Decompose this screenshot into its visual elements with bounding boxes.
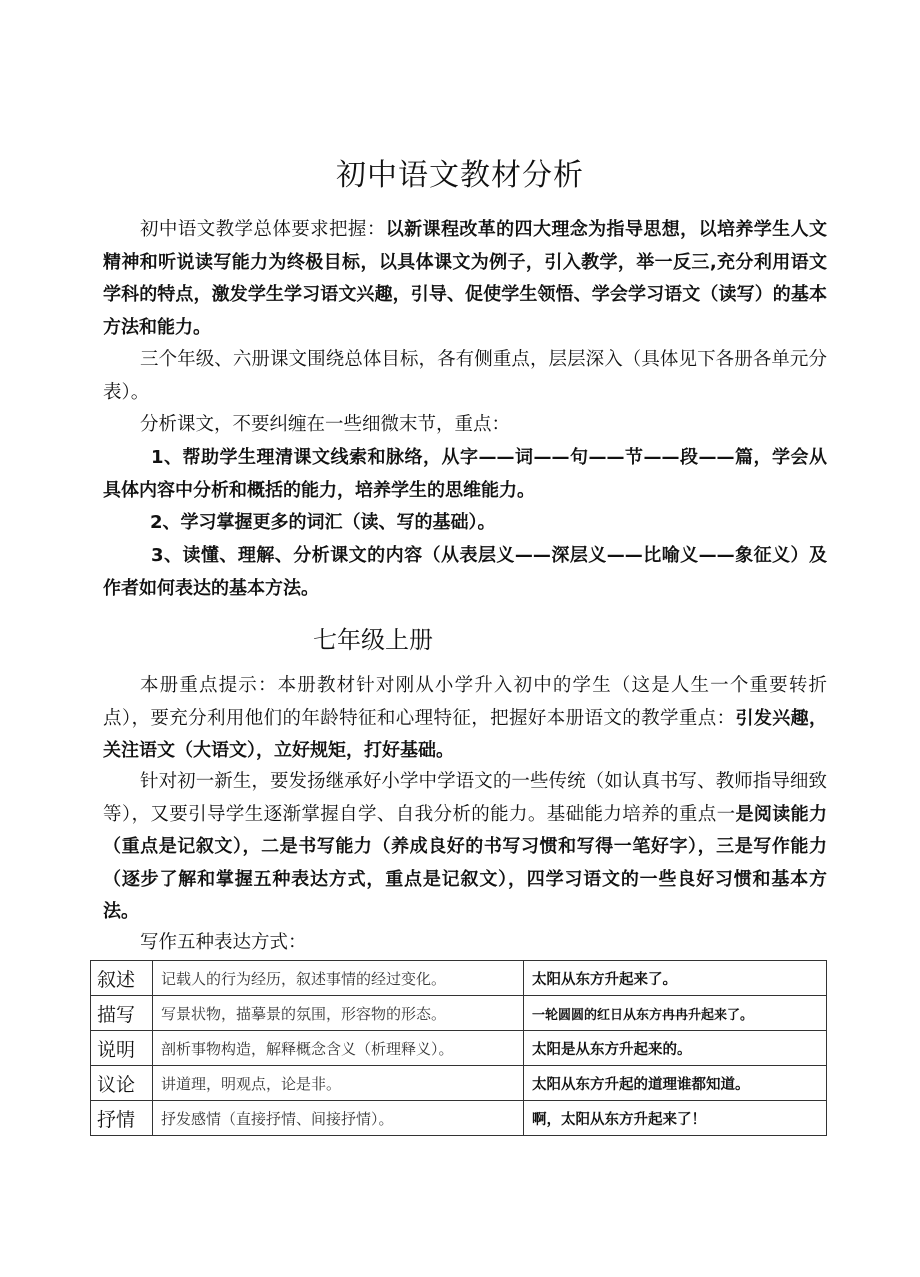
key-point-2: 2、学习掌握更多的词汇（读、写的基础）。 bbox=[150, 512, 496, 533]
section-p2-bold: 是阅读能力（重点是记叙文），二是书写能力（养成良好的书写习惯和写得一笔好字），三是写作能力（逐步了解和掌握五种表达方式，重点是记叙文），四学习语文的一些良好习惯和基本方法。 bbox=[103, 803, 827, 922]
section-paragraph-2 bbox=[103, 766, 827, 929]
example-cell: 啊，太阳从东方升起来了！ bbox=[524, 1101, 827, 1136]
intro-paragraph-2: 三个年级、六册课文围绕总体目标，各有侧重点，层层深入（具体见下各册各单元分表）。 bbox=[103, 349, 827, 403]
section-paragraph-3: 写作五种表达方式： bbox=[140, 932, 307, 953]
description-cell: 讲道理，明观点，论是非。 bbox=[153, 1066, 524, 1101]
intro-p1-bold: 以新课程改革的四大理念为指导思想，以培养学生人文精神和听说读写能力为终极目标，以具体课文为例子，引入教学，举一反三,充分利用语文学科的特点，激发学生学习语文兴趣，引导、促使学生领悟、学会学习语文（读写）的基本方法和能力。 bbox=[103, 219, 827, 338]
mode-cell: 说明 bbox=[91, 1031, 153, 1066]
example-cell: 太阳从东方升起的道理谁都知道。 bbox=[524, 1066, 827, 1101]
section-p1-bold: 引发兴趣，关注语文（大语文），立好规矩，打好基础。 bbox=[103, 707, 827, 761]
section-title: 七年级上册 bbox=[313, 626, 433, 654]
description-cell: 抒发感情（直接抒情、间接抒情）。 bbox=[153, 1101, 524, 1136]
intro-p1-plain: 初中语文教学总体要求把握： bbox=[140, 219, 386, 240]
mode-cell: 抒情 bbox=[91, 1101, 153, 1136]
table-row bbox=[91, 996, 827, 1031]
description-cell: 记载人的行为经历，叙述事情的经过变化。 bbox=[153, 961, 524, 996]
intro-paragraph-1 bbox=[103, 214, 827, 344]
section-p1-plain: 本册重点提示：本册教材针对刚从小学升入初中的学生（这是人生一个重要转折点），要充分利用他们的年龄特征和心理特征，把握好本册语文的教学重点： bbox=[103, 675, 827, 729]
description-cell: 剖析事物构造，解释概念含义（析理释义）。 bbox=[153, 1031, 524, 1066]
key-point-3: 3、读懂、理解、分析课文的内容（从表层义——深层义——比喻义——象征义）及作者如何表达的基本方法。 bbox=[103, 545, 827, 599]
example-cell: 太阳从东方升起来了。 bbox=[524, 961, 827, 996]
table-row bbox=[91, 1031, 827, 1066]
intro-paragraph-3: 分析课文，不要纠缠在一些细微末节，重点： bbox=[140, 414, 511, 435]
description-cell: 写景状物，描摹景的氛围，形容物的形态。 bbox=[153, 996, 524, 1031]
mode-cell: 叙述 bbox=[91, 961, 153, 996]
key-point-1: 1、帮助学生理清课文线索和脉络，从字——词——句——节——段——篇，学会从具体内容中分析和概括的能力，培养学生的思维能力。 bbox=[103, 447, 827, 501]
page-title: 初中语文教材分析 bbox=[336, 158, 584, 194]
table-row bbox=[91, 1101, 827, 1136]
expression-modes-table bbox=[90, 960, 827, 1136]
table-row bbox=[91, 1066, 827, 1101]
table-row bbox=[91, 961, 827, 996]
mode-cell: 议论 bbox=[91, 1066, 153, 1101]
mode-cell: 描写 bbox=[91, 996, 153, 1031]
example-cell: 一轮圆圆的红日从东方冉冉升起来了。 bbox=[524, 996, 827, 1031]
section-p2-plain: 针对初一新生，要发扬继承好小学中学语文的一些传统（如认真书写、教师指导细致等），又要引导学生逐渐掌握自学、自我分析的能力。基础能力培养的重点一 bbox=[103, 771, 827, 825]
section-paragraph-1 bbox=[103, 670, 827, 768]
example-cell: 太阳是从东方升起来的。 bbox=[524, 1031, 827, 1066]
